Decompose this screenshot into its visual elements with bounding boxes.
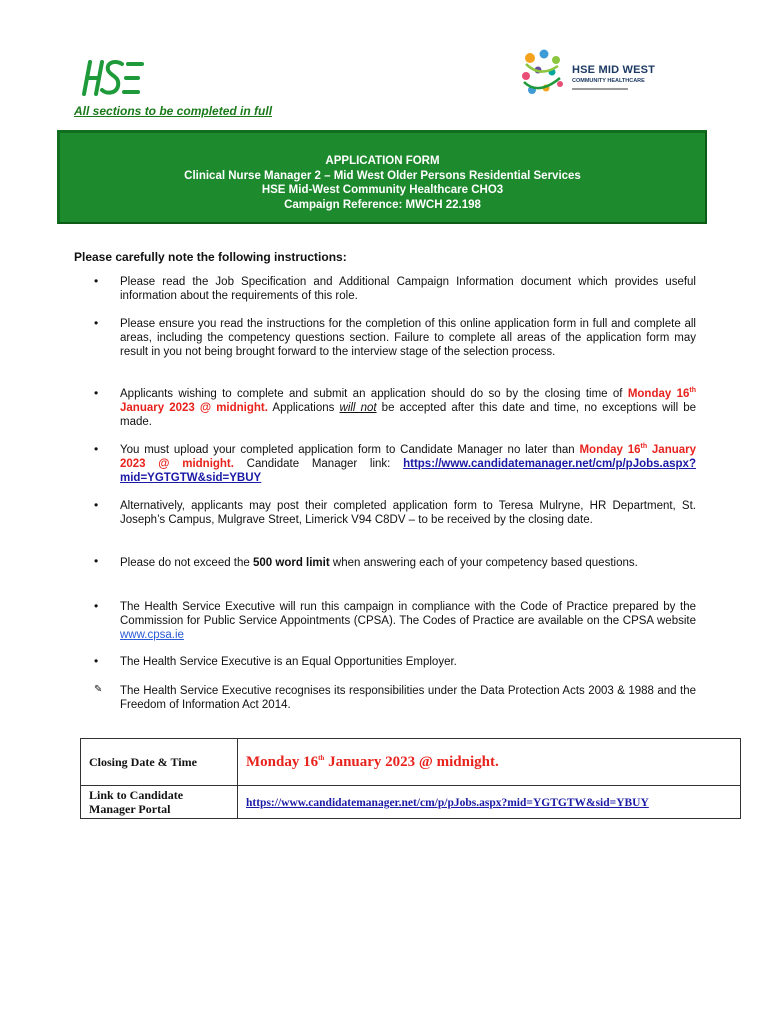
instruction-4: You must upload your completed application form to Candidate Manager no later than Monday 16th January 2023 @ midnight. Candidate Manager link: https://www.candidatemanager.net/cm/p/pJobs.aspx?mid=YGTGTW&sid=YBUY — [120, 443, 697, 485]
portal-link-cell — [238, 786, 741, 819]
checkbox-bullet-icon: ✎ — [94, 684, 103, 695]
table-row — [81, 739, 741, 786]
midwest-logo-tagline — [572, 87, 628, 92]
hse-midwest-logo-icon — [520, 48, 662, 106]
bullet-icon: • — [94, 599, 99, 613]
closing-date-label: Closing Date & Time — [81, 739, 238, 786]
instruction-6: Please do not exceed the 500 word limit when answering each of your competency based questions. — [120, 557, 638, 569]
banner-organisation: HSE Mid-West Community Healthcare CHO3 — [261, 184, 504, 196]
closing-info-table — [80, 738, 741, 819]
application-banner — [57, 130, 707, 224]
instruction-8: The Health Service Executive is an Equal Opportunities Employer. — [120, 656, 457, 668]
hse-logo-icon — [80, 58, 144, 98]
banner-role: Clinical Nurse Manager 2 – Mid West Older Persons Residential Services — [184, 169, 581, 182]
closing-date-value: Monday 16th January 2023 @ midnight. — [238, 739, 741, 786]
midwest-logo-title: HSE MID WEST — [572, 64, 656, 76]
candidate-manager-link[interactable]: https://www.candidatemanager.net/cm/p/pJobs.aspx?mid=YGTGTW&sid=YBUY — [120, 458, 696, 485]
banner-campaign-reference: Campaign Reference: MWCH 22.198 — [284, 198, 481, 211]
midwest-logo-subtitle: COMMUNITY HEALTHCARE — [572, 78, 645, 84]
bullet-icon: • — [94, 316, 99, 330]
cpsa-website-link[interactable]: www.cpsa.ie — [120, 629, 184, 642]
bullet-icon: • — [94, 442, 99, 456]
bullet-icon: • — [94, 274, 99, 288]
instruction-1: Please read the Job Specification and Additional Campaign Information document which provides useful information about the requirements of this role. — [120, 276, 696, 303]
table-row — [81, 786, 741, 819]
instruction-7: The Health Service Executive will run this campaign in compliance with the Code of Practice prepared by the Commission for Public Service Appointments (CPSA). The Codes of Practice are available on the CPSA website www.cpsa.ie — [120, 601, 696, 642]
instruction-3: Applicants wishing to complete and submit an application should do so by the closing time of Monday 16th January 2023 @ midnight. Applications will not be accepted after this date and time, no exceptions will be made. — [120, 387, 697, 429]
complete-note: All sections to be completed in full — [74, 104, 273, 118]
instruction-5: Alternatively, applicants may post their completed application form to Teresa Mulryne, HR Department, St. Joseph’s Campus, Mulgrave Street, Limerick V94 C8DV – to be received by the closing date. — [120, 500, 696, 527]
instruction-2: Please ensure you read the instructions for the completion of this online application form in full and complete all areas, including the competency questions section. Failure to complete all areas of the application form may result in you not being brought forward to the interview stage of the selection process. — [120, 318, 696, 359]
bullet-icon: • — [94, 386, 99, 400]
instruction-9: The Health Service Executive recognises its responsibilities under the Data Protection Acts 2003 & 1988 and the Freedom of Information Act 2014. — [120, 685, 696, 712]
bullet-icon: • — [94, 654, 99, 668]
bullet-icon: • — [94, 554, 99, 568]
portal-link-label: Link to Candidate Manager Portal — [81, 786, 238, 819]
candidate-manager-portal-link[interactable]: https://www.candidatemanager.net/cm/p/pJobs.aspx?mid=YGTGTW&sid=YBUY — [246, 797, 649, 809]
banner-title: APPLICATION FORM — [325, 155, 440, 167]
bullet-icon: • — [94, 498, 99, 512]
instructions-heading: Please carefully note the following instructions: — [74, 250, 347, 264]
